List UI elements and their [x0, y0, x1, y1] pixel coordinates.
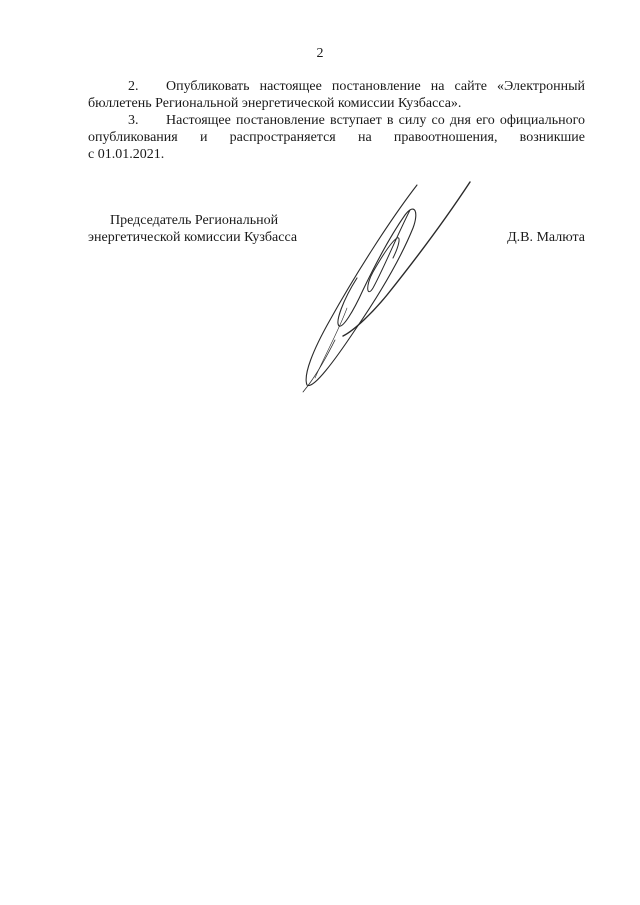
page-number: 2	[316, 46, 324, 61]
paragraph-3-line-3: с 01.01.2021.	[88, 147, 165, 162]
signatory-position	[88, 212, 318, 246]
paragraph-2-text-1: Опубликовать настоящее постановление на сайте «Электронный	[166, 79, 585, 94]
paragraph-2-number: 2.	[128, 79, 139, 94]
paragraph-3-number: 3.	[128, 113, 139, 128]
signatory-position-line-2: энергетической комиссии Кузбасса	[88, 230, 298, 245]
paragraph-2-line-1	[88, 78, 585, 95]
paragraph-2-line-2: бюллетень Региональной энергетической комиссии Кузбасса».	[88, 96, 462, 111]
document-body	[88, 78, 585, 163]
paragraph-3-line-1	[88, 112, 585, 129]
paragraph-3	[88, 112, 585, 163]
paragraph-3-line-2: опубликования и распространяется на правоотношения, возникшие	[88, 130, 585, 145]
handwritten-signature	[295, 180, 480, 395]
signatory-name: Д.В. Малюта	[507, 230, 585, 245]
signatory-position-line-1: Председатель Региональной	[110, 213, 279, 228]
paragraph-2	[88, 78, 585, 112]
paragraph-3-text-1: Настоящее постановление вступает в силу со дня его официального	[166, 113, 585, 128]
